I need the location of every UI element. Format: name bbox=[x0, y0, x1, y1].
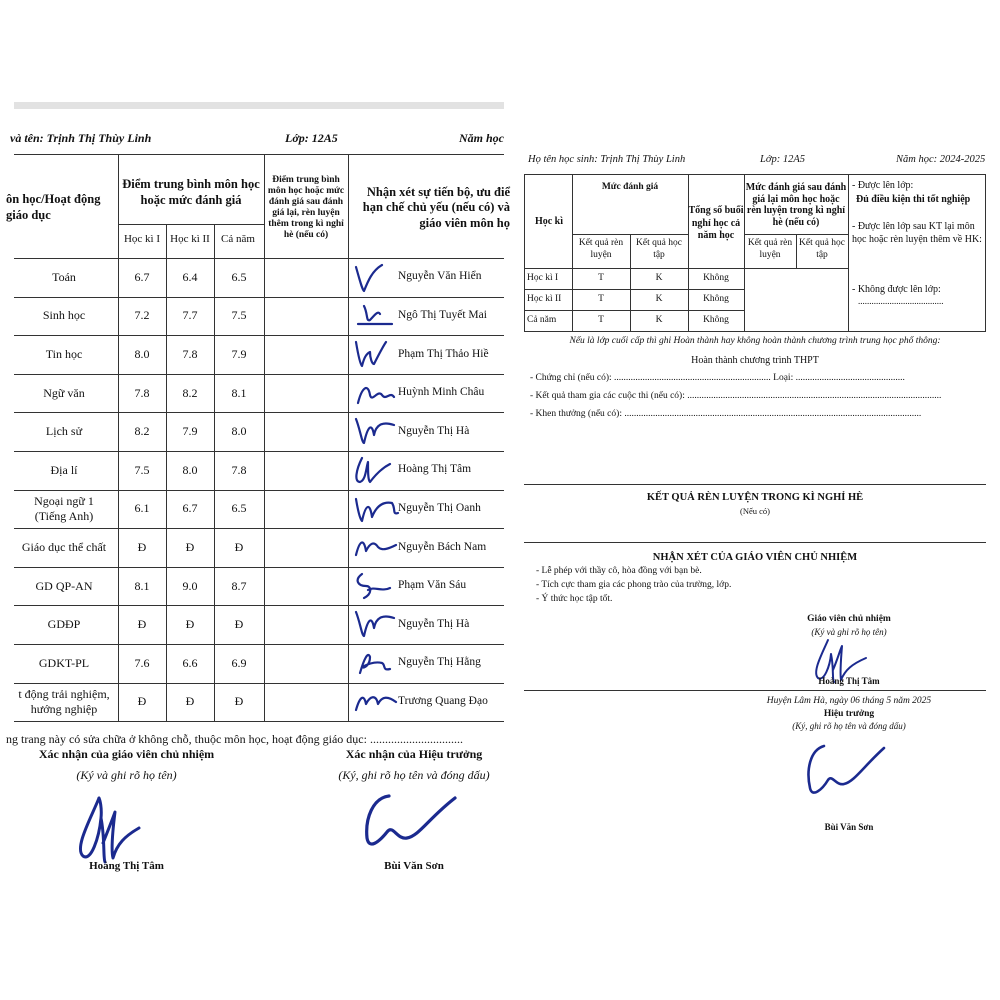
reeval-column-header: Mức đánh giá sau đánh giá lại môn học hoặc rèn luyện trong kì nghỉ hè (nếu có) bbox=[745, 182, 847, 228]
student-name: và tên: Trịnh Thị Thùy Linh bbox=[10, 131, 152, 145]
table-rule bbox=[848, 174, 849, 331]
table-rule bbox=[348, 154, 349, 721]
subject-cell: GDKT-PL bbox=[38, 655, 90, 670]
semester1-score: 7.6 bbox=[134, 655, 150, 670]
semester1-score: 8.0 bbox=[134, 346, 150, 361]
semester-cell: Học kì II bbox=[527, 293, 562, 304]
principal-subtitle: (Ký, ghi rõ họ tên và đóng dấu) bbox=[792, 721, 906, 731]
gvcn-confirm-title: Xác nhận của giáo viên chủ nhiệm bbox=[38, 747, 215, 761]
semester2-score: 8.2 bbox=[182, 385, 198, 400]
summer-results-subtitle: (Nếu có) bbox=[740, 506, 770, 516]
study-result: K bbox=[655, 272, 663, 283]
teacher-signature bbox=[352, 531, 400, 563]
class-label: Lớp: 12A5 bbox=[285, 131, 338, 145]
gvcn-confirm-subtitle: (Ký và ghi rõ họ tên) bbox=[76, 768, 177, 782]
rp-class-label: Lớp: 12A5 bbox=[760, 154, 805, 165]
absences-count: Không bbox=[703, 293, 729, 304]
full-year-header: Cả năm bbox=[221, 233, 255, 246]
semester2-score: Đ bbox=[185, 539, 195, 554]
teacher-signature bbox=[352, 493, 400, 525]
semester2-score: 9.0 bbox=[182, 578, 198, 593]
summer-results-title: KẾT QUẢ RÈN LUYỆN TRONG KÌ NGHỈ HÈ bbox=[646, 492, 864, 503]
study-result: K bbox=[655, 314, 663, 325]
semester1-score: 6.1 bbox=[134, 501, 150, 516]
full-year-score: 7.8 bbox=[231, 462, 247, 477]
divider bbox=[524, 542, 986, 543]
promotion-line3: - Không được lên lớp: bbox=[852, 284, 941, 295]
semester1-score: 8.1 bbox=[134, 578, 150, 593]
correction-note: ng trang này có sửa chữa ở không chỗ, thuộc môn học, hoạt động giáo dục: ............................... bbox=[6, 732, 463, 746]
teacher-name: Phạm Văn Sáu bbox=[398, 579, 467, 592]
teacher-name: Nguyễn Thị Hà bbox=[398, 424, 470, 437]
semester1-score: Đ bbox=[137, 694, 147, 709]
full-year-score: 8.7 bbox=[231, 578, 247, 593]
right-report-page bbox=[524, 124, 986, 851]
completion-note: Nếu là lớp cuối cấp thì ghi Hoàn thành hay không hoàn thành chương trình trung học phổ thông: bbox=[569, 336, 941, 346]
rewards-line: - Khen thưởng (nếu có): ............................................................................................................................. bbox=[530, 409, 922, 419]
rp-student-name: Họ tên học sinh: Trịnh Thị Thùy Linh bbox=[528, 154, 686, 165]
teacher-signature bbox=[352, 647, 400, 679]
subject-column-header: ôn học/Hoạt động giáo dục bbox=[6, 192, 101, 222]
school-year-label: Năm học bbox=[459, 131, 504, 145]
training-result: T bbox=[598, 272, 604, 283]
teacher-name: Trương Quang Đạo bbox=[398, 694, 488, 707]
full-year-score: Đ bbox=[234, 694, 244, 709]
retest-column-header: Điểm trung bình môn học hoặc mức đánh giá sau đánh giá lại, rèn luyện thêm trong kì nghỉ hè (nếu có) bbox=[267, 175, 345, 240]
left-report-page bbox=[6, 102, 510, 932]
promotion-line2: - Được lên lớp sau KT lại môn học hoặc rèn luyện thêm về HK: bbox=[852, 221, 982, 245]
training-result: T bbox=[598, 314, 604, 325]
subject-cell: Tin học bbox=[45, 346, 83, 361]
teacher-signature bbox=[352, 454, 400, 486]
teacher-name: Nguyễn Bách Nam bbox=[398, 540, 487, 553]
teacher-name: Nguyễn Thị Hằng bbox=[398, 656, 481, 669]
principal-name: Bùi Văn Sơn bbox=[824, 822, 874, 832]
semester1-score: 7.8 bbox=[134, 385, 150, 400]
table-rule bbox=[524, 174, 986, 175]
semester-cell: Học kì I bbox=[527, 272, 559, 283]
table-rule bbox=[524, 331, 986, 332]
principal-signature-right bbox=[802, 740, 892, 810]
comment-line: - Lễ phép với thầy cô, hòa đồng với bạn bè. bbox=[536, 566, 702, 576]
table-rule bbox=[264, 154, 265, 721]
gvcn-confirm-name: Hoàng Thị Tâm bbox=[89, 860, 164, 872]
subject-cell: Toán bbox=[52, 269, 76, 284]
table-rule bbox=[14, 154, 504, 155]
full-year-score: 7.5 bbox=[231, 308, 247, 323]
teacher-name: Hoàng Thị Tâm bbox=[398, 463, 472, 476]
absences-count: Không bbox=[703, 272, 729, 283]
average-column-header: Điểm trung bình môn học hoặc mức đánh giá bbox=[122, 177, 260, 207]
completion-value: Hoàn thành chương trình THPT bbox=[691, 355, 819, 366]
promotion-value: Đủ điều kiện thi tốt nghiệp bbox=[856, 194, 971, 205]
teacher-signature bbox=[352, 377, 400, 409]
semester-column-header: Học kì bbox=[534, 215, 564, 227]
semester2-score: 8.0 bbox=[182, 462, 198, 477]
full-year-score: 6.9 bbox=[231, 655, 247, 670]
subject-cell: t động trải nghiệm, hướng nghiệp bbox=[18, 686, 110, 716]
gvcn-signature bbox=[69, 788, 159, 868]
teacher-signature bbox=[352, 570, 400, 602]
promotion-line1: - Được lên lớp: bbox=[852, 180, 914, 191]
principal-title: Hiệu trưởng bbox=[823, 709, 875, 719]
table-rule bbox=[118, 224, 264, 225]
full-year-score: 6.5 bbox=[231, 501, 247, 516]
semester2-score: 6.7 bbox=[182, 501, 198, 516]
full-year-score: 8.0 bbox=[231, 424, 247, 439]
principal-signature bbox=[359, 788, 469, 858]
semester2-score: 6.4 bbox=[182, 269, 198, 284]
table-rule bbox=[14, 721, 504, 722]
page-top-edge bbox=[14, 102, 504, 109]
training-result: T bbox=[598, 293, 604, 304]
contests-line: - Kết quả tham gia các cuộc thi (nếu có): ........................................................................................................... bbox=[530, 391, 942, 401]
full-year-score: 7.9 bbox=[231, 346, 247, 361]
teacher-signature bbox=[352, 338, 400, 370]
subject-cell: Ngoại ngữ 1 (Tiếng Anh) bbox=[34, 493, 94, 523]
re-study-subheader: Kết quả học tập bbox=[799, 238, 845, 260]
gvcn-comment-title: NHẬN XÉT CỦA GIÁO VIÊN CHỦ NHIỆM bbox=[652, 552, 858, 563]
subject-cell: Ngữ văn bbox=[43, 385, 85, 400]
comment-column-header: Nhận xét sự tiến bộ, ưu điể hạn chế chủ yếu (nếu có) và giáo viên môn họ bbox=[362, 184, 510, 230]
divider bbox=[524, 484, 986, 485]
absences-count: Không bbox=[703, 314, 729, 325]
study-subheader: Kết quả học tập bbox=[636, 238, 682, 260]
comment-line: - Ý thức học tập tốt. bbox=[536, 594, 613, 604]
principal-confirm-name: Bùi Văn Sơn bbox=[384, 860, 444, 872]
subject-cell: Giáo dục thể chất bbox=[21, 539, 107, 554]
subject-cell: Địa lí bbox=[50, 462, 78, 477]
teacher-signature bbox=[352, 300, 400, 332]
gvcn-sign-subtitle: (Ký và ghi rõ họ tên) bbox=[811, 627, 887, 637]
rp-school-year: Năm học: 2024-2025 bbox=[896, 154, 986, 165]
training-subheader: Kết quả rèn luyện bbox=[578, 238, 624, 260]
divider bbox=[524, 690, 986, 691]
semester2-score: Đ bbox=[185, 694, 195, 709]
teacher-name: Nguyễn Văn Hiển bbox=[398, 270, 482, 283]
certificate-line: - Chứng chỉ (nếu có): .................................................................. Loại: .............................................. bbox=[530, 373, 905, 383]
semester1-score: Đ bbox=[137, 539, 147, 554]
semester2-score: 6.6 bbox=[182, 655, 198, 670]
subject-cell: GDĐP bbox=[47, 617, 81, 632]
subject-cell: Lịch sử bbox=[45, 424, 83, 439]
gvcn-sign-name: Hoàng Thị Tâm bbox=[818, 676, 880, 686]
semester-cell: Cả năm bbox=[527, 314, 557, 325]
full-year-score: 6.5 bbox=[231, 269, 247, 284]
subject-cell: Sinh học bbox=[42, 308, 86, 323]
semester2-score: Đ bbox=[185, 617, 195, 632]
teacher-signature bbox=[352, 686, 400, 718]
teacher-name: Nguyễn Thị Hà bbox=[398, 617, 470, 630]
sign-date: Huyện Lâm Hà, ngày 06 tháng 5 năm 2025 bbox=[766, 696, 932, 706]
teacher-signature bbox=[352, 415, 400, 447]
teacher-name: Nguyễn Thị Oanh bbox=[398, 501, 481, 514]
semester2-score: 7.7 bbox=[182, 308, 198, 323]
teacher-name: Ngô Thị Tuyết Mai bbox=[398, 308, 487, 321]
subject-cell: GD QP-AN bbox=[35, 578, 93, 593]
principal-confirm-title: Xác nhận của Hiệu trưởng bbox=[345, 747, 483, 761]
semester2-score: 7.8 bbox=[182, 346, 198, 361]
comment-line: - Tích cực tham gia các phong trào của trường, lớp. bbox=[536, 580, 732, 590]
semester2-header: Học kì II bbox=[170, 233, 210, 246]
gvcn-sign-title: Giáo viên chủ nhiệm bbox=[807, 614, 891, 624]
semester1-score: 7.2 bbox=[134, 308, 150, 323]
re-training-subheader: Kết quả rèn luyện bbox=[747, 238, 793, 260]
full-year-score: 8.1 bbox=[231, 385, 247, 400]
promotion-dots: ...................................... bbox=[858, 296, 944, 306]
teacher-signature bbox=[352, 261, 400, 293]
study-result: K bbox=[655, 293, 663, 304]
full-year-score: Đ bbox=[234, 539, 244, 554]
table-rule bbox=[985, 174, 986, 331]
semester1-header: Học kì I bbox=[123, 233, 161, 246]
semester1-score: Đ bbox=[137, 617, 147, 632]
semester1-score: 6.7 bbox=[134, 269, 150, 284]
teacher-signature bbox=[352, 608, 400, 640]
principal-confirm-subtitle: (Ký, ghi rõ họ tên và đóng dấu) bbox=[338, 768, 490, 782]
semester2-score: 7.9 bbox=[182, 424, 198, 439]
level-column-header: Mức đánh giá bbox=[601, 182, 659, 193]
semester1-score: 7.5 bbox=[134, 462, 150, 477]
teacher-name: Huỳnh Minh Châu bbox=[398, 386, 485, 399]
semester1-score: 8.2 bbox=[134, 424, 150, 439]
teacher-name: Phạm Thị Thảo Hiề bbox=[398, 347, 489, 360]
absences-column-header: Tổng số buổi nghỉ học cả năm học bbox=[688, 205, 744, 242]
full-year-score: Đ bbox=[234, 617, 244, 632]
